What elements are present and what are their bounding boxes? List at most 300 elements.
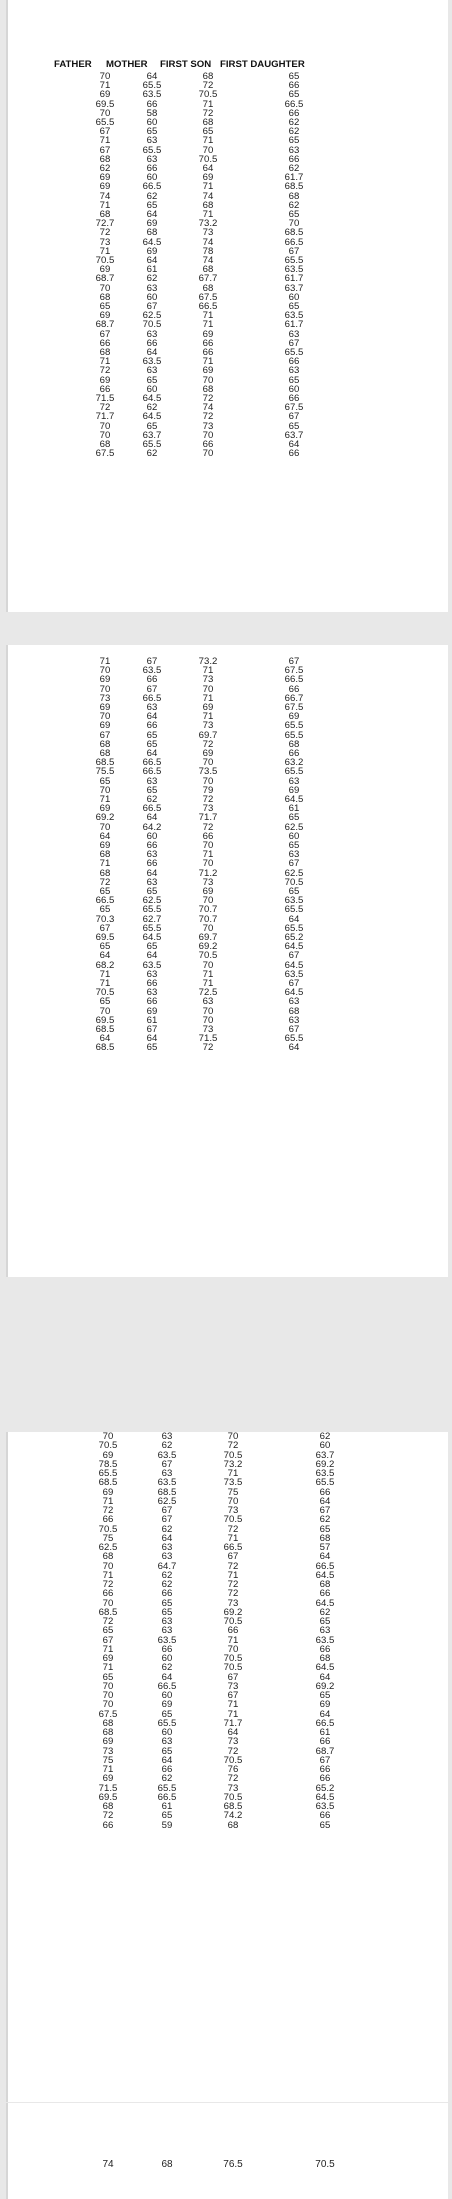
first-daughter-value: 60 <box>319 1440 331 1452</box>
father-value: 68 <box>99 209 111 220</box>
father-value: 65 <box>99 301 111 312</box>
mother-value: 66.5 <box>157 1680 177 1692</box>
first-son-value: 70.5 <box>198 153 218 165</box>
father-value: 70 <box>99 107 111 119</box>
first-daughter-value: 66.5 <box>284 674 304 686</box>
mother-value: 66 <box>146 858 158 870</box>
father-value: 67 <box>99 144 111 156</box>
mother-value: 66 <box>146 996 158 1008</box>
mother-value: 67 <box>146 656 158 667</box>
first-daughter-value: 65.5 <box>284 729 304 741</box>
father-value: 67 <box>99 328 111 340</box>
table-row <box>8 924 448 933</box>
father-value: 69 <box>99 172 111 184</box>
father-value: 70 <box>102 1699 114 1711</box>
first-son-value: 72 <box>227 1523 239 1535</box>
table-row <box>8 1626 448 1635</box>
mother-value: 67 <box>146 683 158 695</box>
mother-value: 63 <box>146 135 158 147</box>
first-daughter-value: 60 <box>288 291 300 303</box>
first-son-value: 73.2 <box>198 218 218 230</box>
father-value: 69 <box>99 702 111 713</box>
first-daughter-value: 63.7 <box>315 1449 335 1461</box>
first-daughter-value: 63 <box>288 1014 300 1026</box>
table-row <box>8 403 448 412</box>
first-daughter-value: 70.5 <box>315 2159 335 2170</box>
first-daughter-value: 66 <box>319 1643 331 1655</box>
mother-value: 62 <box>161 1773 173 1785</box>
first-daughter-value: 63.7 <box>284 429 304 441</box>
mother-value: 62 <box>146 448 158 460</box>
table-row <box>8 832 448 841</box>
table-row <box>8 721 448 730</box>
first-daughter-value: 68 <box>288 190 300 202</box>
father-value: 67 <box>99 729 111 741</box>
first-daughter-value: 61.7 <box>284 273 304 285</box>
first-daughter-value: 68 <box>319 1653 331 1664</box>
father-value: 75 <box>102 1754 114 1766</box>
first-daughter-value: 66.5 <box>315 1717 335 1729</box>
mother-value: 64.5 <box>142 393 162 404</box>
first-daughter-value: 66 <box>288 153 300 165</box>
table-row <box>8 878 448 887</box>
first-son-value: 72 <box>202 821 214 833</box>
first-daughter-value: 63.5 <box>284 264 304 276</box>
first-son-value: 73 <box>202 674 214 686</box>
father-value: 71 <box>99 245 111 257</box>
table-row <box>8 146 448 155</box>
table-row <box>8 804 448 813</box>
table-row <box>8 311 448 320</box>
mother-value: 65 <box>146 1042 158 1054</box>
table-row <box>8 786 448 795</box>
first-son-value: 72.5 <box>198 987 218 999</box>
father-value: 69.5 <box>98 1791 118 1803</box>
first-daughter-value: 67 <box>319 1754 331 1766</box>
first-son-value: 72 <box>202 80 214 92</box>
mother-value: 60 <box>161 1727 173 1738</box>
first-son-value: 73 <box>202 1024 214 1035</box>
table-row <box>8 284 448 293</box>
mother-value: 64 <box>146 748 158 759</box>
mother-value: 69 <box>146 218 158 230</box>
first-daughter-value: 67 <box>288 1024 300 1035</box>
first-daughter-value: 64.5 <box>315 1662 335 1674</box>
first-daughter-value: 66 <box>319 1486 331 1498</box>
father-value: 70 <box>99 71 111 82</box>
first-daughter-value: 63 <box>288 144 300 156</box>
table-row <box>8 348 448 357</box>
table-row <box>8 887 448 896</box>
mother-value: 69 <box>146 245 158 257</box>
first-daughter-value: 62 <box>288 126 300 138</box>
table-row <box>8 1043 448 1052</box>
first-daughter-value: 65 <box>288 886 300 897</box>
father-value: 69 <box>102 1773 114 1785</box>
mother-value: 66 <box>146 978 158 989</box>
first-son-value: 73 <box>202 227 214 239</box>
mother-value: 64.5 <box>142 236 162 248</box>
father-value: 65.5 <box>98 1468 118 1479</box>
first-son-value: 73 <box>227 1782 239 1794</box>
table-row <box>8 164 448 173</box>
first-son-value: 70.5 <box>223 1449 243 1461</box>
mother-value: 63.7 <box>142 429 162 441</box>
mother-value: 65.5 <box>157 1717 177 1729</box>
table-row <box>8 449 448 458</box>
mother-value: 60 <box>146 291 158 303</box>
table-row <box>8 970 448 979</box>
father-value: 70 <box>102 1690 114 1701</box>
mother-value: 62.5 <box>142 895 162 907</box>
first-daughter-value: 63.2 <box>284 757 304 769</box>
father-value: 69 <box>99 720 111 732</box>
mother-value: 65 <box>161 1606 173 1618</box>
father-value: 70 <box>99 282 111 294</box>
table-row <box>8 431 448 440</box>
first-son-value: 71.7 <box>198 812 218 824</box>
mother-value: 68 <box>146 227 158 239</box>
mother-value: 64.5 <box>142 932 162 943</box>
first-son-value: 70.7 <box>198 913 218 925</box>
first-daughter-value: 65 <box>319 1819 331 1831</box>
father-value: 66.5 <box>95 895 115 907</box>
first-daughter-value: 66 <box>319 1764 331 1775</box>
first-son-value: 68 <box>202 264 214 276</box>
father-value: 68 <box>99 291 111 303</box>
first-son-value: 72 <box>202 738 214 750</box>
first-son-value: 66 <box>227 1625 239 1637</box>
mother-value: 68 <box>161 2159 173 2170</box>
table-row <box>8 1007 448 1016</box>
first-daughter-value: 68.5 <box>284 227 304 239</box>
father-value: 65 <box>99 886 111 897</box>
father-value: 70.3 <box>95 913 115 925</box>
mother-value: 66 <box>146 163 158 174</box>
first-son-value: 72 <box>227 1579 239 1590</box>
first-son-value: 74 <box>202 236 214 248</box>
table-row <box>8 767 448 776</box>
father-value: 62 <box>99 163 111 174</box>
table-row <box>8 90 448 99</box>
father-value: 72 <box>99 876 111 888</box>
table-row <box>8 440 448 449</box>
table-row <box>8 869 448 878</box>
first-son-value: 66.5 <box>223 1542 243 1553</box>
father-value: 70.5 <box>98 1440 118 1452</box>
father-value: 66 <box>99 337 111 349</box>
table-row <box>8 951 448 960</box>
first-daughter-value: 67.5 <box>284 402 304 414</box>
father-value: 69 <box>102 1486 114 1498</box>
first-son-value: 71 <box>202 310 214 322</box>
first-daughter-value: 63 <box>319 1625 331 1637</box>
mother-value: 62 <box>161 1579 173 1590</box>
first-daughter-value: 65 <box>288 840 300 851</box>
first-daughter-value: 65 <box>288 812 300 824</box>
table-row <box>8 758 448 767</box>
father-value: 78.5 <box>98 1458 118 1470</box>
table-row <box>8 1552 448 1561</box>
table-row <box>8 357 448 366</box>
header-first-daughter: FIRST DAUGHTER <box>220 59 305 70</box>
mother-value: 68.5 <box>157 1486 177 1498</box>
father-value: 67.5 <box>95 448 115 460</box>
mother-value: 63.5 <box>142 356 162 368</box>
father-value: 68 <box>99 439 111 450</box>
father-value: 69 <box>99 803 111 815</box>
father-value: 70 <box>99 1005 111 1017</box>
father-value: 71 <box>102 1662 114 1674</box>
first-daughter-value: 64.5 <box>284 959 304 971</box>
mother-value: 62 <box>161 1662 173 1674</box>
first-son-value: 74.2 <box>223 1810 243 1822</box>
father-value: 68 <box>99 748 111 759</box>
mother-value: 65 <box>146 738 158 750</box>
father-value: 70 <box>99 784 111 796</box>
father-value: 69 <box>102 1449 114 1461</box>
first-son-value: 70 <box>227 1495 239 1507</box>
mother-value: 62.5 <box>157 1495 177 1507</box>
table-row <box>8 228 448 237</box>
first-son-value: 71 <box>202 98 214 110</box>
first-son-value: 70 <box>202 1014 214 1026</box>
first-son-value: 73.2 <box>223 1458 243 1470</box>
first-daughter-value: 67 <box>288 411 300 423</box>
first-daughter-value: 68.7 <box>315 1745 335 1757</box>
mother-value: 66.5 <box>157 1791 177 1803</box>
mother-value: 65 <box>146 941 158 953</box>
mother-value: 65 <box>146 420 158 432</box>
father-value: 70.5 <box>95 987 115 999</box>
first-daughter-value: 68 <box>288 1005 300 1017</box>
first-son-value: 70 <box>227 1432 239 1442</box>
mother-value: 65.5 <box>142 922 162 934</box>
first-daughter-value: 65 <box>288 135 300 147</box>
mother-value: 67 <box>161 1505 173 1516</box>
first-son-value: 70 <box>202 1005 214 1017</box>
mother-value: 65 <box>146 374 158 386</box>
table-row <box>8 72 448 81</box>
table-row <box>8 841 448 850</box>
first-daughter-value: 66 <box>319 1810 331 1822</box>
mother-value: 63.5 <box>157 1449 177 1461</box>
table-row <box>8 942 448 951</box>
first-daughter-value: 65.5 <box>315 1477 335 1489</box>
first-daughter-value: 61 <box>288 803 300 815</box>
father-value: 68 <box>102 1727 114 1738</box>
first-son-value: 75 <box>227 1486 239 1498</box>
table-row <box>8 118 448 127</box>
mother-value: 63 <box>146 968 158 980</box>
father-value: 71 <box>99 968 111 980</box>
mother-value: 64 <box>161 1754 173 1766</box>
first-son-value: 70.5 <box>223 1662 243 1674</box>
table-row <box>8 694 448 703</box>
table-row <box>8 703 448 712</box>
mother-value: 66.5 <box>142 803 162 815</box>
mother-value: 62 <box>161 1440 173 1452</box>
mother-value: 63 <box>161 1542 173 1553</box>
first-daughter-value: 63 <box>288 849 300 861</box>
first-daughter-value: 65.2 <box>284 932 304 943</box>
first-son-value: 71.2 <box>198 867 218 879</box>
father-value: 72.7 <box>95 218 115 230</box>
first-son-value: 68.5 <box>223 1801 243 1812</box>
first-son-value: 69 <box>202 172 214 184</box>
first-daughter-value: 64.5 <box>315 1569 335 1581</box>
first-son-value: 70 <box>227 1643 239 1655</box>
mother-value: 64 <box>146 950 158 962</box>
header-first-son: FIRST SON <box>160 59 212 70</box>
first-son-value: 68 <box>202 71 214 82</box>
first-daughter-value: 62 <box>288 117 300 128</box>
mother-value: 63.5 <box>157 1477 177 1489</box>
mother-value: 64.7 <box>157 1560 177 1572</box>
table-row <box>8 1737 448 1746</box>
first-son-value: 73 <box>202 876 214 888</box>
first-son-value: 70.5 <box>223 1653 243 1664</box>
first-daughter-value: 63.5 <box>315 1634 335 1646</box>
table-row <box>8 2159 448 2168</box>
first-son-value: 72 <box>227 1560 239 1572</box>
father-value: 70 <box>99 711 111 723</box>
mother-value: 63 <box>161 1468 173 1479</box>
father-value: 64 <box>99 830 111 842</box>
first-daughter-value: 63 <box>288 328 300 340</box>
father-value: 64 <box>99 1033 111 1045</box>
mother-value: 65 <box>146 729 158 741</box>
first-daughter-value: 67 <box>288 337 300 349</box>
first-daughter-value: 63.5 <box>284 895 304 907</box>
first-son-value: 71.7 <box>223 1717 243 1729</box>
first-son-value: 71 <box>227 1699 239 1711</box>
mother-value: 67 <box>161 1514 173 1526</box>
first-daughter-value: 65.5 <box>284 1033 304 1045</box>
first-daughter-value: 64 <box>288 1042 300 1054</box>
first-daughter-value: 64.5 <box>284 794 304 805</box>
first-son-value: 68 <box>227 1819 239 1831</box>
first-son-value: 72 <box>227 1773 239 1785</box>
table-row <box>8 155 448 164</box>
first-daughter-value: 68 <box>319 1532 331 1544</box>
mother-value: 65 <box>146 126 158 138</box>
mother-value: 66 <box>146 840 158 851</box>
first-daughter-value: 65 <box>288 89 300 101</box>
first-daughter-value: 64 <box>319 1495 331 1507</box>
first-son-value: 70 <box>202 922 214 934</box>
first-son-value: 76.5 <box>223 2159 243 2170</box>
first-son-value: 72 <box>202 1042 214 1054</box>
first-son-value: 72 <box>202 107 214 119</box>
mother-value: 58 <box>146 107 158 119</box>
first-son-value: 71 <box>227 1468 239 1479</box>
mother-value: 60 <box>146 383 158 395</box>
first-son-value: 68 <box>202 282 214 294</box>
table-row <box>8 859 448 868</box>
first-son-value: 70.5 <box>223 1616 243 1627</box>
first-daughter-value: 65 <box>319 1616 331 1627</box>
father-value: 65 <box>99 904 111 916</box>
father-value: 71 <box>99 858 111 870</box>
mother-value: 63 <box>146 365 158 377</box>
first-son-value: 66 <box>202 830 214 842</box>
first-daughter-value: 65.2 <box>315 1782 335 1794</box>
mother-value: 66 <box>146 674 158 686</box>
father-value: 69 <box>102 1653 114 1664</box>
first-daughter-value: 67 <box>319 1505 331 1516</box>
first-son-value: 65 <box>202 126 214 138</box>
first-daughter-value: 66 <box>288 448 300 460</box>
first-daughter-value: 69 <box>288 711 300 723</box>
father-value: 71 <box>99 978 111 989</box>
table-row <box>8 219 448 228</box>
table-row <box>8 896 448 905</box>
mother-value: 64 <box>146 71 158 82</box>
father-value: 70 <box>102 1560 114 1572</box>
father-value: 70.5 <box>98 1523 118 1535</box>
table-row <box>8 666 448 675</box>
father-value: 64 <box>99 950 111 962</box>
first-daughter-value: 64 <box>319 1671 331 1683</box>
father-value: 72 <box>102 1579 114 1590</box>
first-son-value: 73 <box>227 1736 239 1748</box>
table-row <box>8 988 448 997</box>
father-value: 65 <box>99 775 111 787</box>
father-value: 71.5 <box>98 1782 118 1794</box>
first-son-value: 69.7 <box>198 932 218 943</box>
first-son-value: 70.7 <box>198 904 218 916</box>
father-value: 70 <box>99 665 111 677</box>
table-row <box>8 201 448 210</box>
father-value: 71.7 <box>95 411 115 423</box>
table-row <box>8 173 448 182</box>
first-son-value: 69.2 <box>198 941 218 953</box>
first-daughter-value: 65.5 <box>284 720 304 732</box>
table-row <box>8 366 448 375</box>
first-daughter-value: 66 <box>288 393 300 404</box>
first-son-value: 73 <box>227 1597 239 1609</box>
mother-value: 66 <box>146 98 158 110</box>
table-row <box>8 81 448 90</box>
table-row <box>8 850 448 859</box>
first-son-value: 73 <box>227 1505 239 1516</box>
mother-value: 66 <box>146 720 158 732</box>
father-value: 69.2 <box>95 812 115 824</box>
father-value: 71.5 <box>95 393 115 404</box>
table-row <box>8 100 448 109</box>
mother-value: 66.5 <box>142 757 162 769</box>
first-son-value: 72 <box>227 1745 239 1757</box>
first-daughter-value: 64 <box>319 1708 331 1720</box>
first-son-value: 73.5 <box>198 766 218 778</box>
father-value: 68 <box>102 1717 114 1729</box>
father-value: 70 <box>99 821 111 833</box>
first-daughter-value: 69.2 <box>315 1680 335 1692</box>
father-value: 65 <box>102 1671 114 1683</box>
father-value: 75 <box>102 1532 114 1544</box>
table-row <box>8 192 448 201</box>
first-daughter-value: 65.5 <box>284 904 304 916</box>
mother-value: 64 <box>161 1532 173 1544</box>
first-son-value: 79 <box>202 784 214 796</box>
first-son-value: 71 <box>227 1569 239 1581</box>
table-row <box>8 1821 448 1830</box>
mother-value: 65 <box>161 1745 173 1757</box>
father-value: 68 <box>102 1551 114 1563</box>
father-value: 68.5 <box>95 1024 115 1035</box>
first-son-value: 72 <box>227 1440 239 1452</box>
